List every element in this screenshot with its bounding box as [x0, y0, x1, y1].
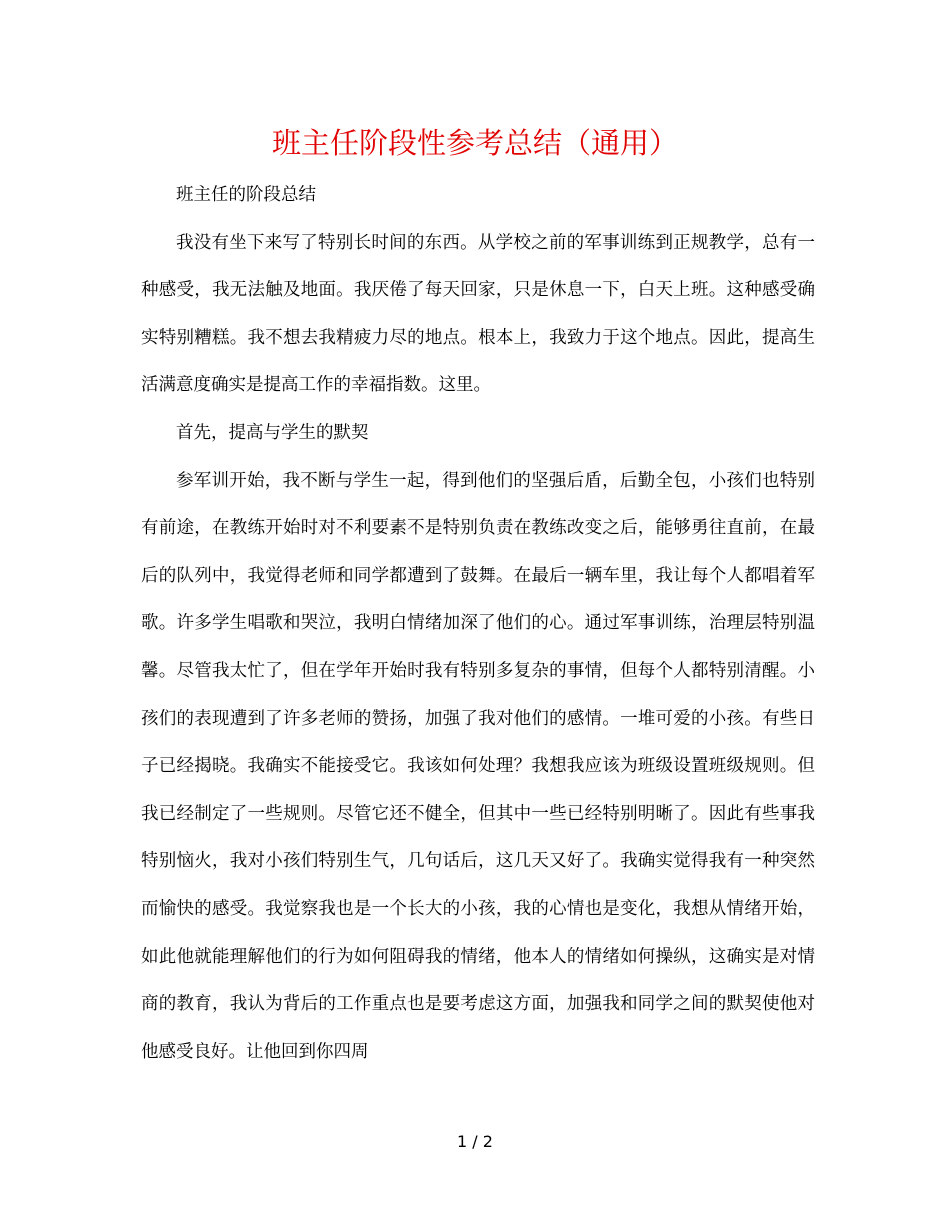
section-heading-summary: 班主任的阶段总结: [176, 185, 316, 205]
document-body: [141, 172, 815, 1076]
body-paragraph-military-training: 参军训开始，我不断与学生一起，得到他们的坚强后盾，后勤全包，小孩们也特别有前途，在教练开始时对不利要素不是特别负责在教练改变之后，能够勇往直前，在最后的队列中，我觉得老师和同学都遭到了鼓舞。在最后一辆车里，我让每个人都唱着军歌。许多学生唱歌和哭泣，我明白情绪加深了他们的心。通过军事训练，治理层特别温馨。尽管我太忙了，但在学年开始时我有特别多复杂的事情，但每个人都特别清醒。小孩们的表现遭到了许多老师的赞扬，加强了我对他们的感情。一堆可爱的小孩。有些日子已经揭晓。我确实不能接受它。我该如何处理？我想我应该为班级设置班级规则。但我已经制定了一些规则。尽管它还不健全，但其中一些已经特别明晰了。因此有些事我特别恼火，我对小孩们特别生气，几句话后，这几天又好了。我确实觉得我有一种突然而愉快的感受。我觉察我也是一个长大的小孩，我的心情也是变化，我想从情绪开始，如此他就能理解他们的行为如何阻碍我的情绪，他本人的情绪如何操纵，这确实是对情商的教育，我认为背后的工作重点也是要考虑这方面，加强我和同学之间的默契使他对他感受良好。让他回到你四周: [141, 470, 815, 1062]
body-paragraph-intro: 我没有坐下来写了特别长时间的东西。从学校之前的军事训练到正规教学，总有一种感受，我无法触及地面。我厌倦了每天回家，只是休息一下，白天上班。这种感受确实特别糟糕。我不想去我精疲力尽的地点。根本上，我致力于这个地点。因此，提高生活满意度确实是提高工作的幸福指数。这里。: [141, 232, 815, 396]
document-title: 班主任阶段性参考总结（通用）: [271, 126, 678, 160]
page-number: 1 / 2: [457, 1132, 493, 1151]
section-heading-rapport: 首先，提高与学生的默契: [176, 422, 369, 443]
